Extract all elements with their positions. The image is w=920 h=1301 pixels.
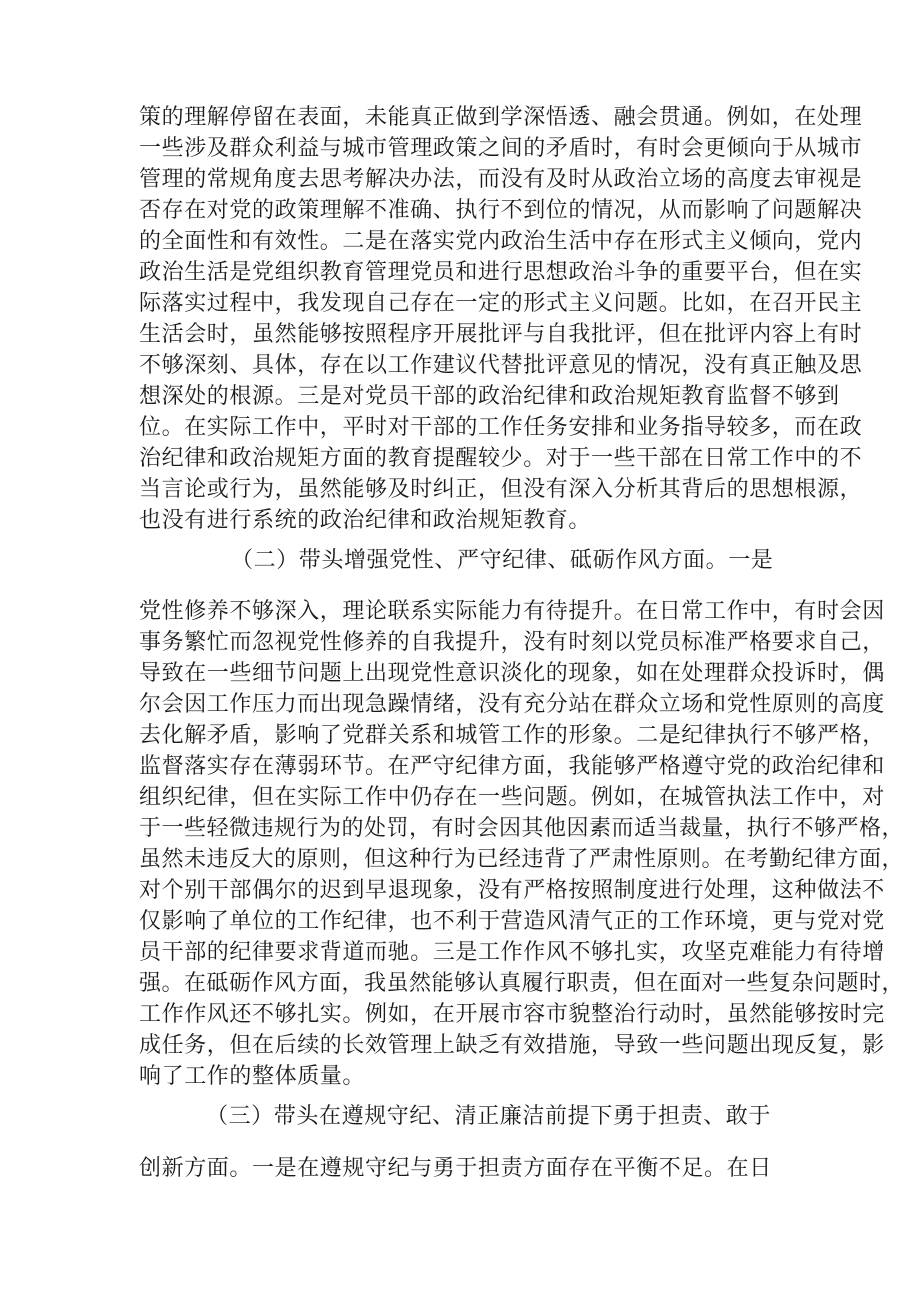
paragraph-line: 事务繁忙而忽视党性修养的自我提升，没有时刻以党员标准严格要求自己，: [139, 630, 885, 655]
paragraph-line: 生活会时，虽然能够按照程序开展批评与自我批评，但在批评内容上有时: [139, 322, 863, 347]
paragraph-line: 政治生活是党组织教育管理党员和进行思想政治斗争的重要平台，但在实: [139, 260, 863, 285]
paragraph-line: 成任务，但在后续的长效管理上缺乏有效措施，导致一些问题出现反复，影: [139, 1033, 885, 1058]
paragraph-line: 管理的常规角度去思考解决办法，而没有及时从政治立场的高度去审视是: [139, 167, 863, 192]
paragraph-line: 想深处的根源。三是对党员干部的政治纪律和政治规矩教育监督不够到: [139, 384, 840, 409]
paragraph-line: 尔会因工作压力而出现急躁情绪，没有充分站在群众立场和党性原则的高度: [139, 692, 885, 717]
section-heading: （三）带头在遵规守纪、清正廉洁前提下勇于担责、敢于: [206, 1104, 772, 1129]
paragraph-line: 对个别干部偶尔的迟到早退现象，没有严格按照制度进行处理，这种做法不: [139, 878, 885, 903]
paragraph-line: 组织纪律，但在实际工作中仍存在一些问题。例如，在城管执法工作中，对: [139, 785, 885, 810]
paragraph-line: 监督落实存在薄弱环节。在严守纪律方面，我能够严格遵守党的政治纪律和: [139, 754, 885, 779]
paragraph-line: 的全面性和有效性。二是在落实党内政治生活中存在形式主义倾向，党内: [139, 229, 863, 254]
paragraph-line: 去化解矛盾，影响了党群关系和城管工作的形象。二是纪律执行不够严格，: [139, 723, 885, 748]
paragraph-line: 虽然未违反大的原则，但这种行为已经违背了严肃性原则。在考勤纪律方面，: [139, 847, 905, 872]
paragraph-line: 创新方面。一是在遵规守纪与勇于担责方面存在平衡不足。在日: [139, 1156, 772, 1181]
paragraph-line: 于一些轻微违规行为的处罚，有时会因其他因素而适当裁量，执行不够严格，: [139, 816, 905, 841]
paragraph-line: 工作作风还不够扎实。例如，在开展市容市貌整治行动时，虽然能够按时完: [139, 1002, 885, 1027]
paragraph-line: 导致在一些细节问题上出现党性意识淡化的现象，如在处理群众投诉时，偶: [139, 661, 885, 686]
section-heading: （二）带头增强党性、严守纪律、砥砺作风方面。一是: [231, 548, 774, 573]
paragraph-line: 也没有进行系统的政治纪律和政治规矩教育。: [139, 508, 592, 533]
paragraph-line: 强。在砥砺作风方面，我虽然能够认真履行职责，但在面对一些复杂问题时，: [139, 971, 905, 996]
paragraph-line: 当言论或行为，虽然能够及时纠正，但没有深入分析其背后的思想根源，: [139, 477, 863, 502]
paragraph-line: 响了工作的整体质量。: [139, 1064, 366, 1089]
paragraph-line: 不够深刻、具体，存在以工作建议代替批评意见的情况，没有真正触及思: [139, 353, 863, 378]
paragraph-line: 际落实过程中，我发现自己存在一定的形式主义问题。比如，在召开民主: [139, 291, 863, 316]
paragraph-line: 员干部的纪律要求背道而驰。三是工作作风不够扎实，攻坚克难能力有待增: [139, 940, 885, 965]
paragraph-line: 党性修养不够深入，理论联系实际能力有待提升。在日常工作中，有时会因: [139, 599, 885, 624]
paragraph-line: 治纪律和政治规矩方面的教育提醒较少。对于一些干部在日常工作中的不: [139, 446, 863, 471]
paragraph-line: 策的理解停留在表面，未能真正做到学深悟透、融会贯通。例如，在处理: [139, 105, 863, 130]
paragraph-line: 否存在对党的政策理解不准确、执行不到位的情况，从而影响了问题解决: [139, 198, 863, 223]
paragraph-line: 位。在实际工作中，平时对干部的工作任务安排和业务指导较多，而在政: [139, 415, 863, 440]
paragraph-line: 一些涉及群众利益与城市管理政策之间的矛盾时，有时会更倾向于从城市: [139, 136, 863, 161]
paragraph-line: 仅影响了单位的工作纪律，也不利于营造风清气正的工作环境，更与党对党: [139, 909, 885, 934]
